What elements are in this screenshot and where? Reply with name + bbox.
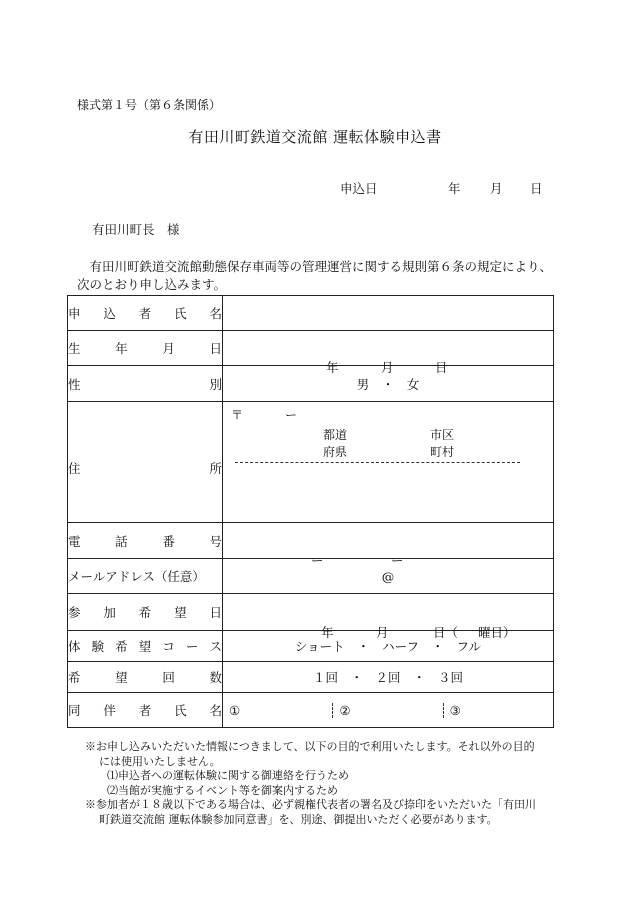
- birthdate-month: 月: [381, 360, 394, 375]
- address-field[interactable]: [223, 402, 554, 523]
- label-char: 同: [68, 703, 81, 718]
- note-line: ⑴申込者への運転体験に関する御連絡を行うため: [107, 769, 349, 782]
- applicant-name-field[interactable]: [223, 296, 554, 331]
- label-char: ス: [209, 639, 222, 654]
- label-char: 者: [138, 306, 152, 321]
- label-applicant-name: [68, 296, 223, 331]
- row-applicant-name: [68, 296, 554, 331]
- application-date-day: 日: [530, 181, 543, 196]
- note-line: ※お申し込みいただいた情報につきまして、以下の目的で利用いたします。それ以外の目的: [85, 740, 535, 753]
- birthdate-field[interactable]: [223, 331, 554, 375]
- label-char: 氏: [174, 703, 187, 718]
- label-char: 希: [68, 670, 81, 685]
- label-char: 験: [91, 639, 105, 654]
- row-companions: [68, 693, 554, 728]
- application-date-month: 月: [490, 181, 503, 196]
- companion-slot-3[interactable]: ③: [443, 703, 553, 718]
- phone-dash-1: ー: [311, 552, 324, 568]
- row-preferred-date: [68, 594, 554, 631]
- companion-slot-2[interactable]: ②: [332, 703, 442, 718]
- label-char: 参: [68, 605, 81, 620]
- label-char: ー: [185, 639, 199, 654]
- page-title: 有田川町鉄道交流館 運転体験申込書: [188, 128, 442, 146]
- city-label-top: 市区: [430, 427, 455, 442]
- row-phone: [68, 523, 554, 559]
- label-char: 別: [209, 376, 222, 392]
- label-char: 日: [209, 605, 222, 620]
- postal-dash: ー: [285, 407, 298, 422]
- label-char: 生: [68, 341, 81, 356]
- label-course: [68, 631, 223, 662]
- label-char: 月: [162, 341, 175, 356]
- label-char: 話: [115, 533, 128, 549]
- label-char: 氏: [174, 306, 187, 321]
- city-label-bottom: 町村: [430, 444, 455, 459]
- label-char: 希: [138, 605, 152, 620]
- label-count: [68, 662, 223, 693]
- preferred-day: 日（: [433, 625, 459, 640]
- label-char: コ: [162, 639, 175, 654]
- phone-field[interactable]: [223, 523, 554, 568]
- postal-mark: 〒: [231, 407, 244, 422]
- intro-text: 有田川町鉄道交流館動態保存車両等の管理運営に関する規則第６条の規定により、次のとおり申し込みます。: [77, 259, 553, 292]
- birthdate-day: 日: [435, 360, 448, 375]
- label-char: 号: [209, 533, 222, 549]
- label-char: 者: [138, 703, 152, 718]
- companions-field: [223, 693, 554, 728]
- label-char: 込: [103, 306, 116, 321]
- label-birthdate: [68, 331, 223, 366]
- email-field[interactable]: @: [223, 559, 554, 594]
- count-options[interactable]: １回 ・ ２回 ・ ３回: [223, 662, 554, 693]
- label-char: 年: [115, 341, 128, 356]
- label-char: 数: [209, 670, 222, 685]
- label-char: 伴: [103, 703, 116, 718]
- label-char: 住: [68, 461, 81, 476]
- label-char: 性: [68, 376, 81, 392]
- row-address: [68, 402, 554, 523]
- row-gender: [68, 366, 554, 402]
- label-char: 名: [209, 703, 222, 718]
- note-line: 町鉄道交流館 運転体験参加同意書」を、別途、御提出いただく必要があります。: [99, 812, 498, 826]
- label-preferred-date: [68, 594, 223, 631]
- application-date-year: 年: [448, 181, 461, 196]
- note-line: には使用いたしません。: [99, 754, 221, 768]
- label-companions: [68, 693, 223, 728]
- label-char: 電: [68, 533, 81, 549]
- form-number: 様式第１号（第６条関係）: [77, 98, 222, 112]
- application-date-label: 申込日: [340, 181, 378, 196]
- label-char: 希: [115, 639, 128, 654]
- addressee: 有田川町長 様: [92, 222, 180, 237]
- label-char: 所: [209, 461, 222, 476]
- notes-section: [85, 740, 565, 827]
- label-char: 回: [162, 670, 175, 685]
- label-char: 日: [209, 341, 222, 356]
- gender-options[interactable]: 男 ・ 女: [223, 366, 554, 402]
- label-char: 望: [138, 639, 152, 654]
- course-options[interactable]: ショート ・ ハーフ ・ フル: [223, 631, 554, 662]
- address-dotted-line: [235, 462, 520, 463]
- note-line: ⑵当館が実施するイベント等を御案内するため: [107, 783, 338, 797]
- prefecture-label-top: 都道: [323, 427, 348, 442]
- label-char: 名: [209, 306, 222, 321]
- label-char: 加: [103, 605, 116, 620]
- preferred-year: 年: [321, 625, 334, 640]
- label-email: メールアドレス（任意）: [68, 559, 223, 594]
- label-char: 望: [115, 670, 128, 685]
- prefecture-label-bottom: 府県: [323, 444, 348, 459]
- label-address: [68, 402, 223, 523]
- preferred-weekday: 曜日）: [478, 625, 516, 640]
- birthdate-year: 年: [326, 360, 339, 375]
- label-char: 体: [68, 639, 81, 654]
- phone-dash-2: ー: [391, 552, 404, 568]
- label-phone: [68, 523, 223, 559]
- label-char: 番: [162, 533, 175, 549]
- note-line: ※参加者が１８歳以下である場合は、必ず親権代表者の署名及び捺印をいただいた「有田川: [85, 798, 536, 811]
- label-gender: [68, 366, 223, 402]
- row-birthdate: [68, 331, 554, 366]
- row-count: [68, 662, 554, 693]
- label-char: 申: [68, 306, 81, 321]
- preferred-date-field[interactable]: [223, 594, 554, 640]
- preferred-month: 月: [376, 625, 389, 640]
- application-form-table: [67, 295, 554, 728]
- companion-slot-1[interactable]: ①: [229, 702, 241, 718]
- label-char: 望: [174, 605, 187, 620]
